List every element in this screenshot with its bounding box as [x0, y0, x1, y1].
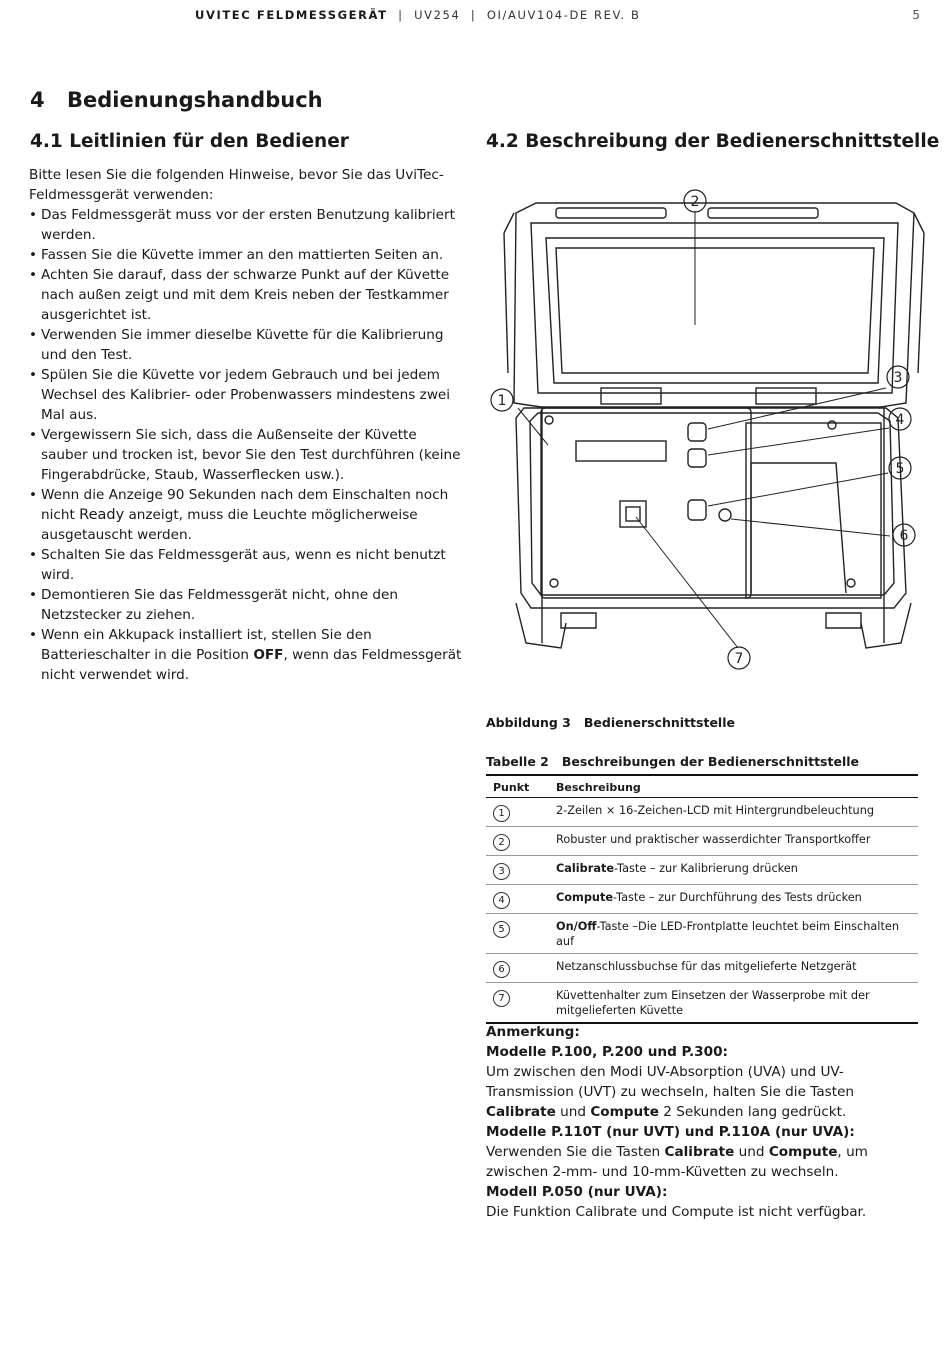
- header-separator: |: [470, 8, 477, 22]
- description-text: -Taste – zur Durchführung des Tests drücken: [613, 891, 862, 904]
- power-jack: [719, 509, 731, 521]
- table-caption-number: Tabelle 2: [486, 754, 549, 769]
- row-number-cell: [486, 798, 549, 827]
- note-label: Anmerkung:: [486, 1024, 580, 1040]
- callout-label-6: 6: [899, 528, 909, 544]
- item-number-badge: 1: [493, 805, 510, 822]
- figure-caption: [486, 715, 735, 730]
- note-block: [486, 1022, 926, 1222]
- row-description-cell: [549, 827, 918, 856]
- table-row: [486, 827, 918, 856]
- note-paragraph: Verwenden Sie die Tasten Calibrate und Compute, um zwischen 2-mm- und 10-mm-Küvetten zu wechseln.: [486, 1144, 868, 1180]
- table-row: [486, 798, 918, 827]
- row-number-cell: [486, 885, 549, 914]
- description-text: -Taste – zur Kalibrierung drücken: [614, 862, 798, 875]
- item-number-badge: 5: [493, 921, 510, 938]
- calibrate-button: [688, 423, 706, 441]
- lcd-display: [576, 441, 666, 461]
- callout-label-4: 4: [895, 412, 905, 428]
- callout-label-7: 7: [734, 651, 744, 667]
- item-number-badge: 6: [493, 961, 510, 978]
- list-item: • Das Feldmessgerät muss vor der ersten Benutzung kalibriert werden.: [29, 205, 467, 245]
- header-brand: UVITEC FELDMESSGERÄT: [195, 8, 388, 22]
- running-header: [195, 8, 640, 22]
- header-doc-id: OI/AUV104-DE REV. B: [486, 8, 641, 22]
- section-number: 4: [30, 88, 45, 112]
- note-paragraph: Die Funktion Calibrate und Compute ist nicht verfügbar.: [486, 1204, 867, 1220]
- callout-label-5: 5: [895, 461, 905, 477]
- key-name: Calibrate: [556, 862, 615, 875]
- callout-markers: [491, 190, 915, 669]
- description-text: -Taste –Die LED-Frontplatte leuchtet beim Einschalten auf: [556, 920, 899, 948]
- header-separator: |: [398, 8, 404, 22]
- callout-label-1: 1: [497, 393, 507, 409]
- row-number-cell: [486, 983, 549, 1024]
- table-header-punkt: Punkt: [486, 775, 549, 798]
- list-item-text: , wenn das Feldmessgerät nicht verwendet wird.: [41, 647, 462, 683]
- ready-text: Ready: [79, 507, 125, 523]
- row-description-cell: [549, 798, 918, 827]
- cuvette-holder: [620, 501, 646, 527]
- row-number-cell: [486, 827, 549, 856]
- header-model: UV254: [414, 8, 461, 22]
- key-name: Compute: [556, 891, 614, 904]
- list-item: • Achten Sie darauf, dass der schwarze Punkt auf der Küvette nach außen zeigt und mit dem Kreis neben der Testkammer ausgerichtet ist.: [29, 265, 467, 325]
- key-name: On/Off: [556, 920, 597, 933]
- description-text: Netzanschlussbuchse für das mitgelieferte Netzgerät: [556, 960, 857, 973]
- left-heading: 4.1 Leitlinien für den Bediener: [30, 131, 349, 152]
- list-item: [29, 625, 467, 685]
- interface-table: [486, 774, 918, 1024]
- description-text: 2-Zeilen × 16-Zeichen-LCD mit Hintergrundbeleuchtung: [556, 804, 875, 817]
- operator-guidelines: [29, 165, 467, 685]
- device-illustration: [486, 183, 926, 683]
- item-number-badge: 7: [493, 990, 510, 1007]
- row-description-cell: [549, 954, 918, 983]
- item-number-badge: 4: [493, 892, 510, 909]
- row-number-cell: [486, 914, 549, 954]
- row-number-cell: [486, 954, 549, 983]
- case-lid: [504, 203, 924, 407]
- item-number-badge: 2: [493, 834, 510, 851]
- intro-text: Bitte lesen Sie die folgenden Hinweise, bevor Sie das UviTec-Feldmessgerät verwenden:: [29, 167, 444, 203]
- table-row: [486, 983, 918, 1024]
- note-paragraph: Um zwischen den Modi UV-Absorption (UVA) und UV-Transmission (UVT) zu wechseln, halten Sie die Tasten Calibrate und Compute 2 Sekunden lang gedrückt.: [486, 1064, 855, 1120]
- callout-label-2: 2: [690, 194, 700, 210]
- row-description-cell: [549, 983, 918, 1024]
- page-number: 5: [912, 8, 920, 22]
- compute-button: [688, 449, 706, 467]
- table-row: [486, 954, 918, 983]
- caption-number: Abbildung 3: [486, 715, 571, 730]
- table-caption-text: Beschreibungen der Bedienerschnittstelle: [561, 754, 860, 769]
- case-base: [516, 408, 911, 648]
- list-item: • Spülen Sie die Küvette vor jedem Gebrauch und bei jedem Wechsel des Kalibrier- oder Probenwassers mindestens zwei Mal aus.: [29, 365, 467, 425]
- row-description-cell: [549, 914, 918, 954]
- row-description-cell: [549, 885, 918, 914]
- list-item-text: Wenn ein Akkupack installiert ist, stellen Sie den Batterieschalter in die Position: [41, 627, 372, 663]
- note-model-heading: Modelle P.100, P.200 und P.300:: [486, 1044, 728, 1060]
- section-title-text: Bedienungshandbuch: [67, 88, 323, 112]
- right-heading: 4.2 Beschreibung der Bedienerschnittstelle: [486, 131, 940, 152]
- note-model-heading: Modell P.050 (nur UVA):: [486, 1184, 668, 1200]
- table-row: [486, 885, 918, 914]
- list-item: • Demontieren Sie das Feldmessgerät nicht, ohne den Netzstecker zu ziehen.: [29, 585, 467, 625]
- list-item-text: anzeigt, muss die Leuchte möglicherweise ausgetauscht werden.: [41, 507, 418, 543]
- list-item-text: Wenn die Anzeige 90 Sekunden nach dem Einschalten noch nicht: [41, 487, 449, 523]
- list-item: • Vergewissern Sie sich, dass die Außenseite der Küvette sauber und trocken ist, bevor Sie den Test durchführen (keine Fingerabdrücke, Staub, Wasserflecken usw.).: [29, 425, 467, 485]
- table-row: [486, 914, 918, 954]
- note-model-heading: Modelle P.110T (nur UVT) und P.110A (nur UVA):: [486, 1124, 855, 1140]
- item-number-badge: 3: [493, 863, 510, 880]
- on-off-button: [688, 500, 706, 520]
- section-title: [30, 88, 323, 112]
- description-text: Küvettenhalter zum Einsetzen der Wasserprobe mit der mitgelieferten Küvette: [556, 989, 870, 1017]
- row-number-cell: [486, 856, 549, 885]
- off-text: OFF: [253, 647, 284, 663]
- guideline-list: [29, 205, 467, 685]
- caption-text: Bedienerschnittstelle: [583, 715, 735, 730]
- table-header-beschreibung: Beschreibung: [549, 775, 918, 798]
- callout-lines: [518, 211, 890, 648]
- table-row: [486, 856, 918, 885]
- table-caption: [486, 754, 859, 769]
- row-description-cell: [549, 856, 918, 885]
- list-item: • Fassen Sie die Küvette immer an den mattierten Seiten an.: [29, 245, 467, 265]
- list-item: [29, 485, 467, 545]
- list-item: • Verwenden Sie immer dieselbe Küvette für die Kalibrierung und den Test.: [29, 325, 467, 365]
- list-item: • Schalten Sie das Feldmessgerät aus, wenn es nicht benutzt wird.: [29, 545, 467, 585]
- description-text: Robuster und praktischer wasserdichter Transportkoffer: [556, 833, 871, 846]
- callout-label-3: 3: [893, 370, 903, 386]
